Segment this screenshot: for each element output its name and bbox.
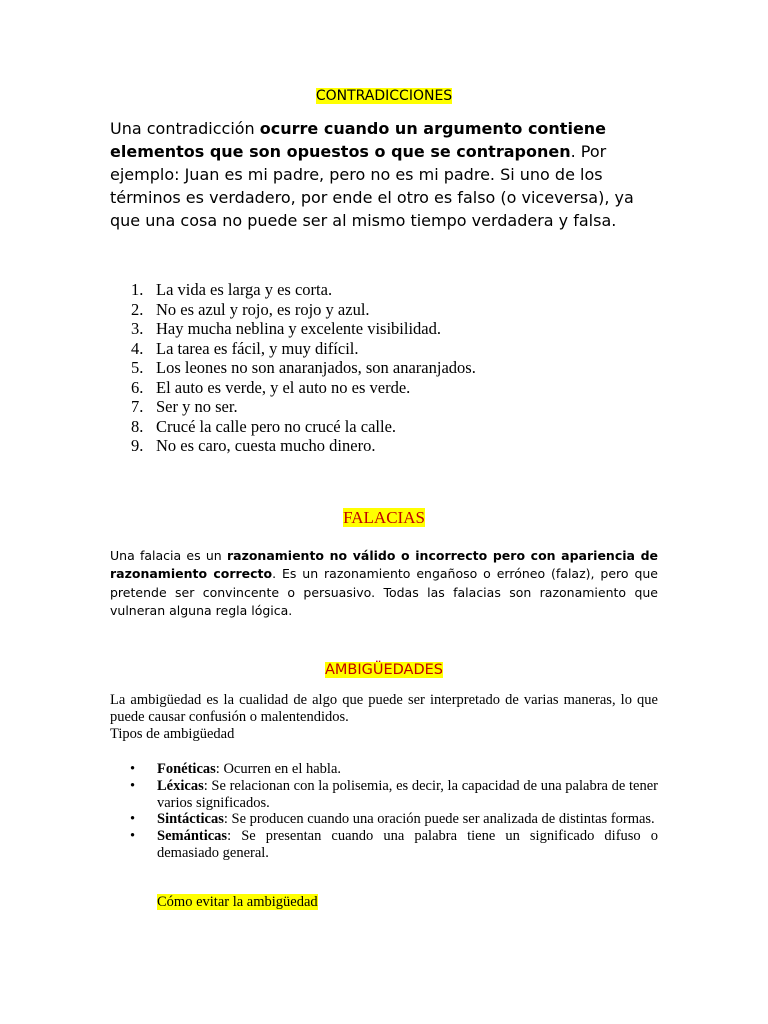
bullet-icon: • [130, 761, 136, 777]
ambiguedades-heading [0, 660, 768, 680]
ambiguity-type-term: Semánticas [157, 828, 228, 845]
contradicciones-intro-rest: . Por ejemplo: Juan es mi padre, pero no es mi padre. Si uno de los términos es verdadero, por ende el otro es falso (o viceversa), ya que una cosa no puede ser al mismo tiempo verdadera y falsa. [110, 142, 634, 230]
example-item [124, 436, 664, 456]
example-text: No es azul y rojo, es rojo y azul. [156, 299, 370, 319]
contradicciones-heading [0, 86, 768, 106]
falacias-heading [0, 507, 768, 529]
example-number: 2. [131, 299, 144, 319]
ambiguity-type-description: : Se relacionan con la polisemia, es decir, la capacidad de una palabra de tener varios significados. [157, 777, 658, 811]
ambiguedades-types-label: Tipos de ambigüedad [110, 726, 235, 742]
example-number: 8. [131, 416, 144, 436]
example-text: Ser y no ser. [156, 397, 238, 416]
example-text: La vida es larga y es corta. [156, 280, 333, 299]
falacias-intro-bold: razonamiento no válido o incorrecto pero con apariencia de razonamiento correcto [110, 548, 659, 582]
how-to-avoid-heading [157, 894, 318, 911]
example-text: Los leones no son anaranjados, son anaranjados. [156, 358, 476, 377]
ambiguedades-types-list [124, 761, 658, 862]
ambiguity-type-item [124, 761, 658, 778]
contradicciones-intro-bold: ocurre cuando un argumento contiene elementos que son opuestos o que se contraponen [110, 119, 607, 161]
ambiguedades-paragraph: La ambigüedad es la cualidad de algo que puede ser interpretado de varias maneras, lo que puede causar confusión o malentendidos. [110, 692, 658, 725]
bullet-icon: • [130, 828, 136, 845]
example-text: Crucé la calle pero no crucé la calle. [156, 416, 397, 436]
falacias-intro-normal: Una falacia es un [110, 548, 227, 563]
example-item [124, 319, 664, 339]
example-number: 6. [131, 377, 144, 397]
example-number: 7. [131, 397, 144, 416]
example-item [124, 378, 664, 398]
ambiguity-type-term: Fonéticas [157, 761, 216, 777]
falacias-intro-rest: . Es un razonamiento engañoso o erróneo (falaz), pero que pretende ser convincente o persuasivo. Todas las falacias son razonamiento que vulneran alguna regla lógica. [110, 566, 658, 618]
bullet-icon: • [130, 811, 136, 828]
example-text: El auto es verde, y el auto no es verde. [156, 377, 411, 397]
example-number: 4. [131, 338, 144, 358]
example-item [124, 397, 664, 417]
contradicciones-intro-normal: Una contradicción [110, 119, 260, 138]
ambiguity-type-term: Sintácticas [157, 811, 224, 828]
example-item [124, 339, 664, 359]
falacias-paragraph [110, 547, 658, 620]
bullet-icon: • [130, 777, 136, 794]
example-item [124, 417, 664, 437]
example-item [124, 300, 664, 320]
example-text: No es caro, cuesta mucho dinero. [156, 436, 376, 455]
ambiguity-type-description: : Se producen cuando una oración puede ser analizada de distintas formas. [223, 811, 655, 828]
example-number: 3. [131, 319, 144, 338]
example-number: 9. [131, 436, 144, 455]
example-number: 5. [131, 358, 144, 377]
ambiguity-type-term: Léxicas [157, 777, 204, 794]
ambiguedades-heading-text: AMBIGÜEDADES [324, 662, 444, 678]
contradicciones-heading-text: CONTRADICCIONES [315, 88, 453, 104]
ambiguity-type-item [124, 778, 658, 812]
ambiguity-type-item [124, 828, 658, 862]
example-item [124, 358, 664, 378]
example-number: 1. [131, 280, 144, 299]
ambiguity-type-description: : Se presentan cuando una palabra tiene un significado difuso o demasiado general. [157, 828, 658, 861]
example-text: Hay mucha neblina y excelente visibilidad. [156, 319, 441, 338]
example-text: La tarea es fácil, y muy difícil. [156, 338, 359, 358]
contradicciones-paragraph [110, 117, 655, 232]
how-to-avoid-text: Cómo evitar la ambigüedad [157, 894, 318, 910]
example-item [124, 280, 664, 300]
falacias-heading-text: FALACIAS [343, 508, 425, 527]
contradicciones-examples-list [124, 280, 664, 456]
ambiguity-type-item [124, 811, 658, 828]
ambiguity-type-description: : Ocurren en el habla. [215, 761, 342, 777]
